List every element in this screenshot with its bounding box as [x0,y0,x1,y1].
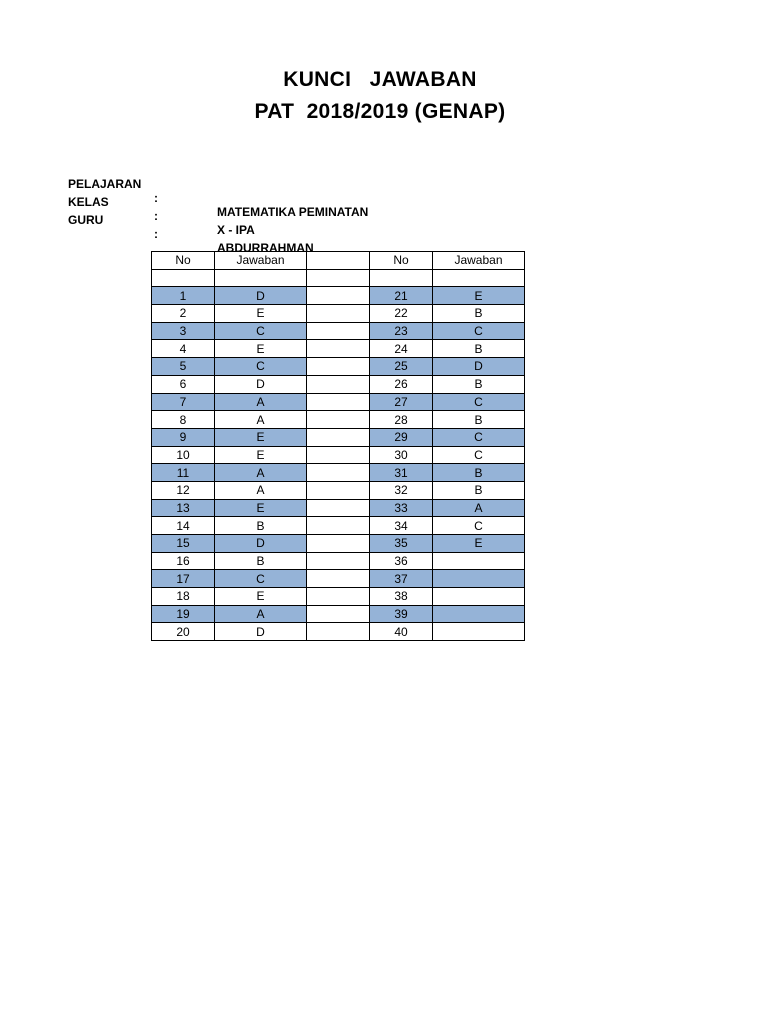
cell-number-left: 15 [152,535,215,553]
cell-answer-right [433,623,525,641]
table-row [152,570,525,588]
cell-answer-left: C [215,322,307,340]
cell-answer-right [433,570,525,588]
cell-number-left: 8 [152,411,215,429]
cell-answer-left: C [215,358,307,376]
cell-number-right: 30 [370,446,433,464]
table-row [152,588,525,606]
cell-answer-left: B [215,552,307,570]
cell-number-right: 40 [370,623,433,641]
gap-cell [307,570,370,588]
cell-number-left: 17 [152,570,215,588]
gap-cell [307,588,370,606]
cell-number-right: 23 [370,322,433,340]
header-no-left: No [152,252,215,270]
cell-number-right: 24 [370,340,433,358]
gap-cell [307,287,370,305]
cell-number-right: 28 [370,411,433,429]
cell-number-right: 39 [370,605,433,623]
cell-number-left: 6 [152,375,215,393]
title-line-2: PAT 2018/2019 (GENAP) [254,100,506,123]
table-row [152,623,525,641]
table-row [152,428,525,446]
cell-number-left: 19 [152,605,215,623]
cell-number-left: 18 [152,588,215,606]
meta-label-class: KELAS [68,195,109,209]
meta-colon: : [154,227,158,241]
cell-answer-left: E [215,446,307,464]
cell-number-left: 9 [152,428,215,446]
cell-number-right: 21 [370,287,433,305]
header-no-right: No [370,252,433,270]
cell-number-left: 4 [152,340,215,358]
cell-number-right: 29 [370,428,433,446]
meta-value-teacher: ABDURRAHMAN [217,241,314,255]
table-row [152,552,525,570]
cell-number-left: 3 [152,322,215,340]
gap-cell [307,269,370,287]
gap-cell [307,446,370,464]
cell-number-right: 38 [370,588,433,606]
cell-answer-left: A [215,411,307,429]
cell-answer-right: C [433,517,525,535]
cell-number-right: 27 [370,393,433,411]
cell-answer-right [433,605,525,623]
gap-cell [307,428,370,446]
cell-number-right: 36 [370,552,433,570]
cell-number-left: 13 [152,499,215,517]
cell-answer-left: D [215,287,307,305]
cell-answer-left: E [215,499,307,517]
table-row [152,499,525,517]
gap-cell [307,393,370,411]
cell-number-left: 1 [152,287,215,305]
title-line-1: KUNCI JAWABAN [283,68,477,91]
table-row [152,375,525,393]
cell-answer-left: E [215,428,307,446]
table-row [152,358,525,376]
gap-cell [307,481,370,499]
cell-number-left: 16 [152,552,215,570]
cell-answer-left: D [215,535,307,553]
header-answer-right: Jawaban [433,252,525,270]
cell-answer-left: B [215,517,307,535]
gap-cell [307,535,370,553]
cell-answer-left: A [215,393,307,411]
meta-label-subject: PELAJARAN [68,177,142,191]
cell-number-right: 32 [370,481,433,499]
cell-number-right: 35 [370,535,433,553]
gap-cell [307,411,370,429]
cell-answer-left: E [215,588,307,606]
table-row [152,464,525,482]
cell-answer-left: E [215,340,307,358]
blank-cell [152,269,215,287]
gap-cell [307,252,370,270]
gap-cell [307,305,370,323]
cell-answer-right [433,588,525,606]
gap-cell [307,464,370,482]
cell-answer-right: B [433,481,525,499]
gap-cell [307,499,370,517]
cell-number-right: 34 [370,517,433,535]
blank-cell [370,269,433,287]
table-row [152,411,525,429]
cell-answer-right: B [433,340,525,358]
gap-cell [307,322,370,340]
gap-cell [307,340,370,358]
cell-number-right: 22 [370,305,433,323]
cell-answer-left: E [215,305,307,323]
cell-answer-left: D [215,623,307,641]
gap-cell [307,517,370,535]
cell-answer-right: B [433,464,525,482]
cell-answer-right [433,552,525,570]
cell-number-left: 2 [152,305,215,323]
table-row [152,393,525,411]
table-row [152,287,525,305]
cell-answer-left: A [215,464,307,482]
table-blank-row [152,269,525,287]
meta-value-class: X - IPA [217,223,255,237]
gap-cell [307,375,370,393]
meta-block [0,0,369,255]
table-row [152,340,525,358]
table-row [152,535,525,553]
gap-cell [307,605,370,623]
cell-number-left: 11 [152,464,215,482]
cell-answer-right: C [433,322,525,340]
table-row [152,481,525,499]
cell-answer-left: D [215,375,307,393]
cell-number-right: 31 [370,464,433,482]
header-answer-left: Jawaban [215,252,307,270]
table-header-row [152,252,525,270]
cell-number-right: 25 [370,358,433,376]
table-row [152,446,525,464]
cell-answer-right: A [433,499,525,517]
table-row [152,605,525,623]
table-row [152,305,525,323]
cell-number-right: 26 [370,375,433,393]
cell-answer-right: E [433,535,525,553]
answer-key-table [151,251,525,641]
meta-colon: : [154,191,158,205]
meta-value-subject: MATEMATIKA PEMINATAN [217,205,369,219]
meta-label-teacher: GURU [68,213,104,227]
cell-answer-right: E [433,287,525,305]
blank-cell [215,269,307,287]
cell-number-left: 12 [152,481,215,499]
cell-answer-left: A [215,605,307,623]
gap-cell [307,358,370,376]
cell-answer-left: A [215,481,307,499]
meta-colon: : [154,209,158,223]
cell-answer-right: C [433,393,525,411]
cell-number-left: 20 [152,623,215,641]
cell-number-right: 33 [370,499,433,517]
cell-number-left: 7 [152,393,215,411]
cell-number-right: 37 [370,570,433,588]
cell-answer-right: C [433,428,525,446]
cell-answer-left: C [215,570,307,588]
cell-answer-right: C [433,446,525,464]
cell-number-left: 10 [152,446,215,464]
cell-answer-right: B [433,411,525,429]
blank-cell [433,269,525,287]
gap-cell [307,623,370,641]
cell-answer-right: B [433,305,525,323]
gap-cell [307,552,370,570]
table-row [152,322,525,340]
cell-answer-right: B [433,375,525,393]
cell-number-left: 5 [152,358,215,376]
cell-number-left: 14 [152,517,215,535]
table-row [152,517,525,535]
cell-answer-right: D [433,358,525,376]
